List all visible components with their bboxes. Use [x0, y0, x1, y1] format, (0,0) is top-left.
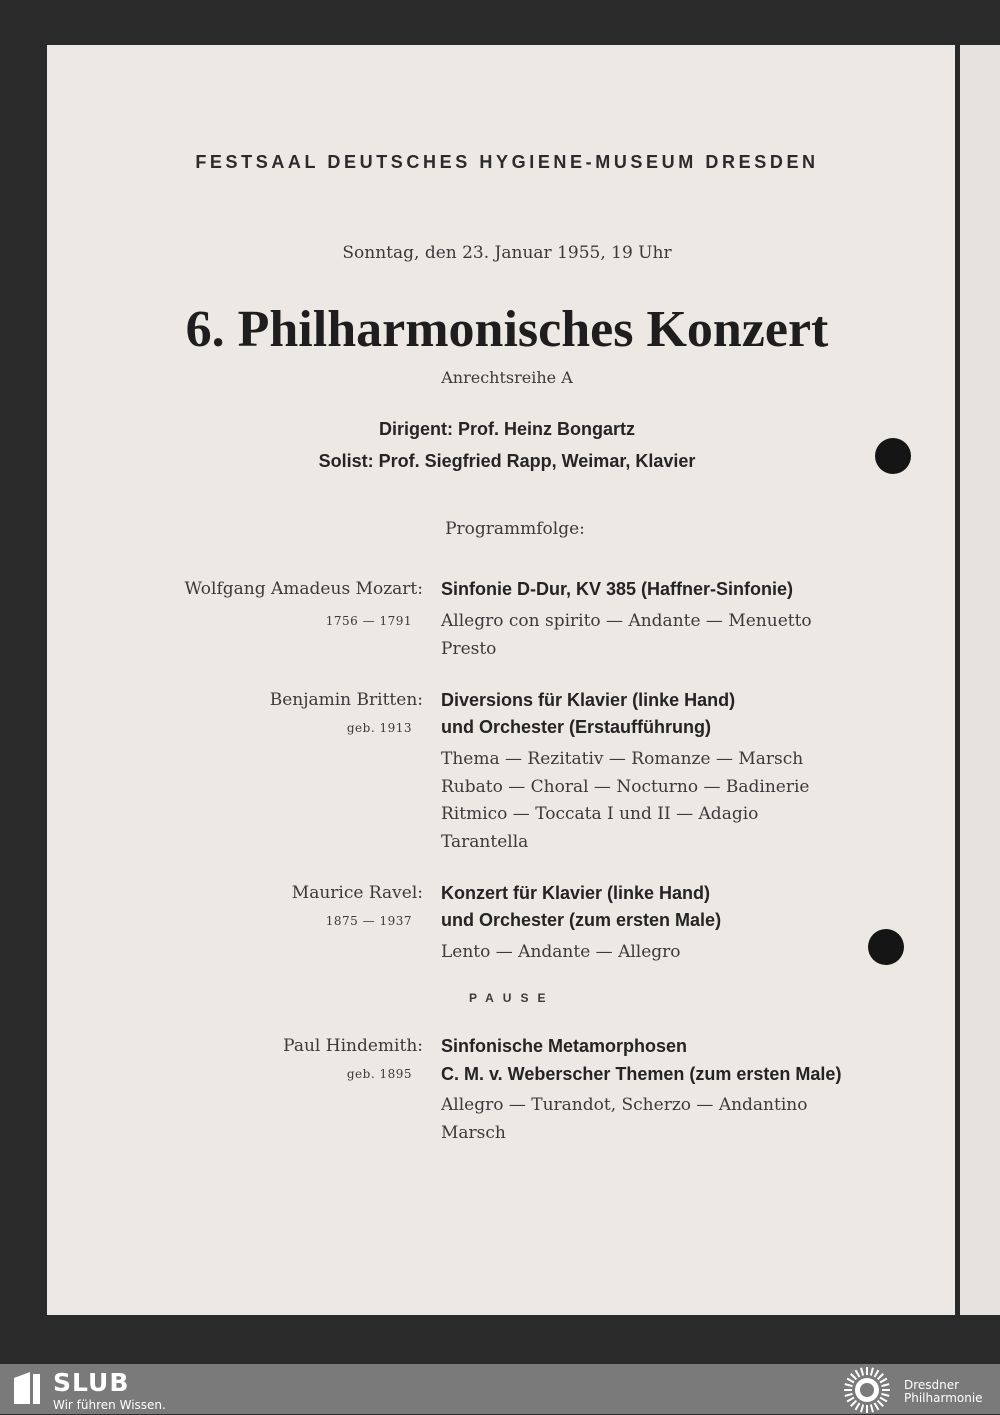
- composer-name: Maurice Ravel:: [291, 883, 423, 903]
- logo-ray: [845, 1384, 853, 1386]
- logo-ray: [871, 1368, 873, 1376]
- composer-name: Wolfgang Amadeus Mozart:: [184, 579, 423, 599]
- philharmonie-logo-icon: [842, 1365, 892, 1415]
- movement-line: Marsch: [441, 1123, 506, 1143]
- movement-line: Lento — Andante — Allegro: [441, 942, 681, 962]
- movement-line: Presto: [441, 639, 497, 659]
- work-title: und Orchester (zum ersten Male): [441, 910, 722, 930]
- composer-years: 1756 — 1791: [325, 614, 412, 628]
- logo-ray: [851, 1374, 857, 1380]
- slub-tagline: Wir führen Wissen.: [53, 1398, 166, 1412]
- venue-heading: FESTSAAL DEUTSCHES HYGIENE-MUSEUM DRESDEN: [195, 152, 819, 172]
- work-title: C. M. v. Weberscher Themen (zum ersten Male): [441, 1064, 842, 1084]
- composer-years: 1875 — 1937: [325, 914, 412, 928]
- composer-name: Benjamin Britten:: [269, 690, 423, 710]
- conductor-credit: Dirigent: Prof. Heinz Bongartz: [379, 419, 635, 439]
- logo-ray: [851, 1401, 857, 1407]
- concert-date: Sonntag, den 23. Januar 1955, 19 Uhr: [342, 243, 672, 263]
- logo-ray: [871, 1404, 873, 1412]
- logo-ray: [856, 1403, 860, 1410]
- soloist-credit: Solist: Prof. Siegfried Rapp, Weimar, Klavier: [318, 451, 696, 471]
- slub-name: SLUB: [53, 1368, 130, 1397]
- logo-ray: [878, 1401, 884, 1407]
- logo-ray: [847, 1398, 854, 1402]
- movement-line: Tarantella: [441, 832, 529, 852]
- logo-ray: [881, 1384, 889, 1386]
- slub-logo-icon: [12, 1370, 42, 1406]
- logo-ray: [875, 1403, 879, 1410]
- logo-ray: [881, 1394, 889, 1396]
- concert-title: 6. Philharmonisches Konzert: [185, 301, 829, 358]
- program-heading: Programmfolge:: [445, 519, 585, 539]
- subscription-series: Anrechtsreihe A: [441, 368, 573, 387]
- work-title: Diversions für Klavier (linke Hand): [441, 690, 736, 710]
- movement-line: Allegro con spirito — Andante — Menuetto: [441, 611, 812, 631]
- work-title: Konzert für Klavier (linke Hand): [441, 883, 711, 903]
- logo-ray: [880, 1398, 887, 1402]
- work-title: Sinfonie D-Dur, KV 385 (Haffner-Sinfonie): [441, 579, 794, 599]
- logo-ray: [861, 1368, 863, 1376]
- movement-line: Allegro — Turandot, Scherzo — Andantino: [441, 1095, 808, 1115]
- movement-line: Ritmico — Toccata I und II — Adagio: [441, 804, 759, 824]
- movement-line: Rubato — Choral — Nocturno — Badinerie: [441, 777, 810, 797]
- work-title: Sinfonische Metamorphosen: [441, 1036, 688, 1056]
- partner-name-line1: Dresdner: [904, 1378, 960, 1392]
- composer-years: geb. 1913: [346, 721, 412, 735]
- logo-ray: [861, 1404, 863, 1412]
- logo-ray: [847, 1379, 854, 1383]
- movement-line: Thema — Rezitativ — Romanze — Marsch: [441, 749, 804, 769]
- composer-years: geb. 1895: [346, 1067, 412, 1081]
- logo-ray: [878, 1374, 884, 1380]
- logo-ray: [875, 1370, 879, 1377]
- intermission-label: PAUSE: [469, 991, 555, 1005]
- punch-hole-icon: [868, 929, 904, 965]
- next-page-edge: [960, 45, 1000, 1315]
- logo-ray: [856, 1370, 860, 1377]
- logo-ray: [845, 1394, 853, 1396]
- partner-name-line2: Philharmonie: [904, 1391, 983, 1405]
- partner-name: [904, 1379, 983, 1405]
- work-title: und Orchester (Erstaufführung): [441, 717, 712, 737]
- logo-ray: [880, 1379, 887, 1383]
- composer-name: Paul Hindemith:: [283, 1036, 423, 1056]
